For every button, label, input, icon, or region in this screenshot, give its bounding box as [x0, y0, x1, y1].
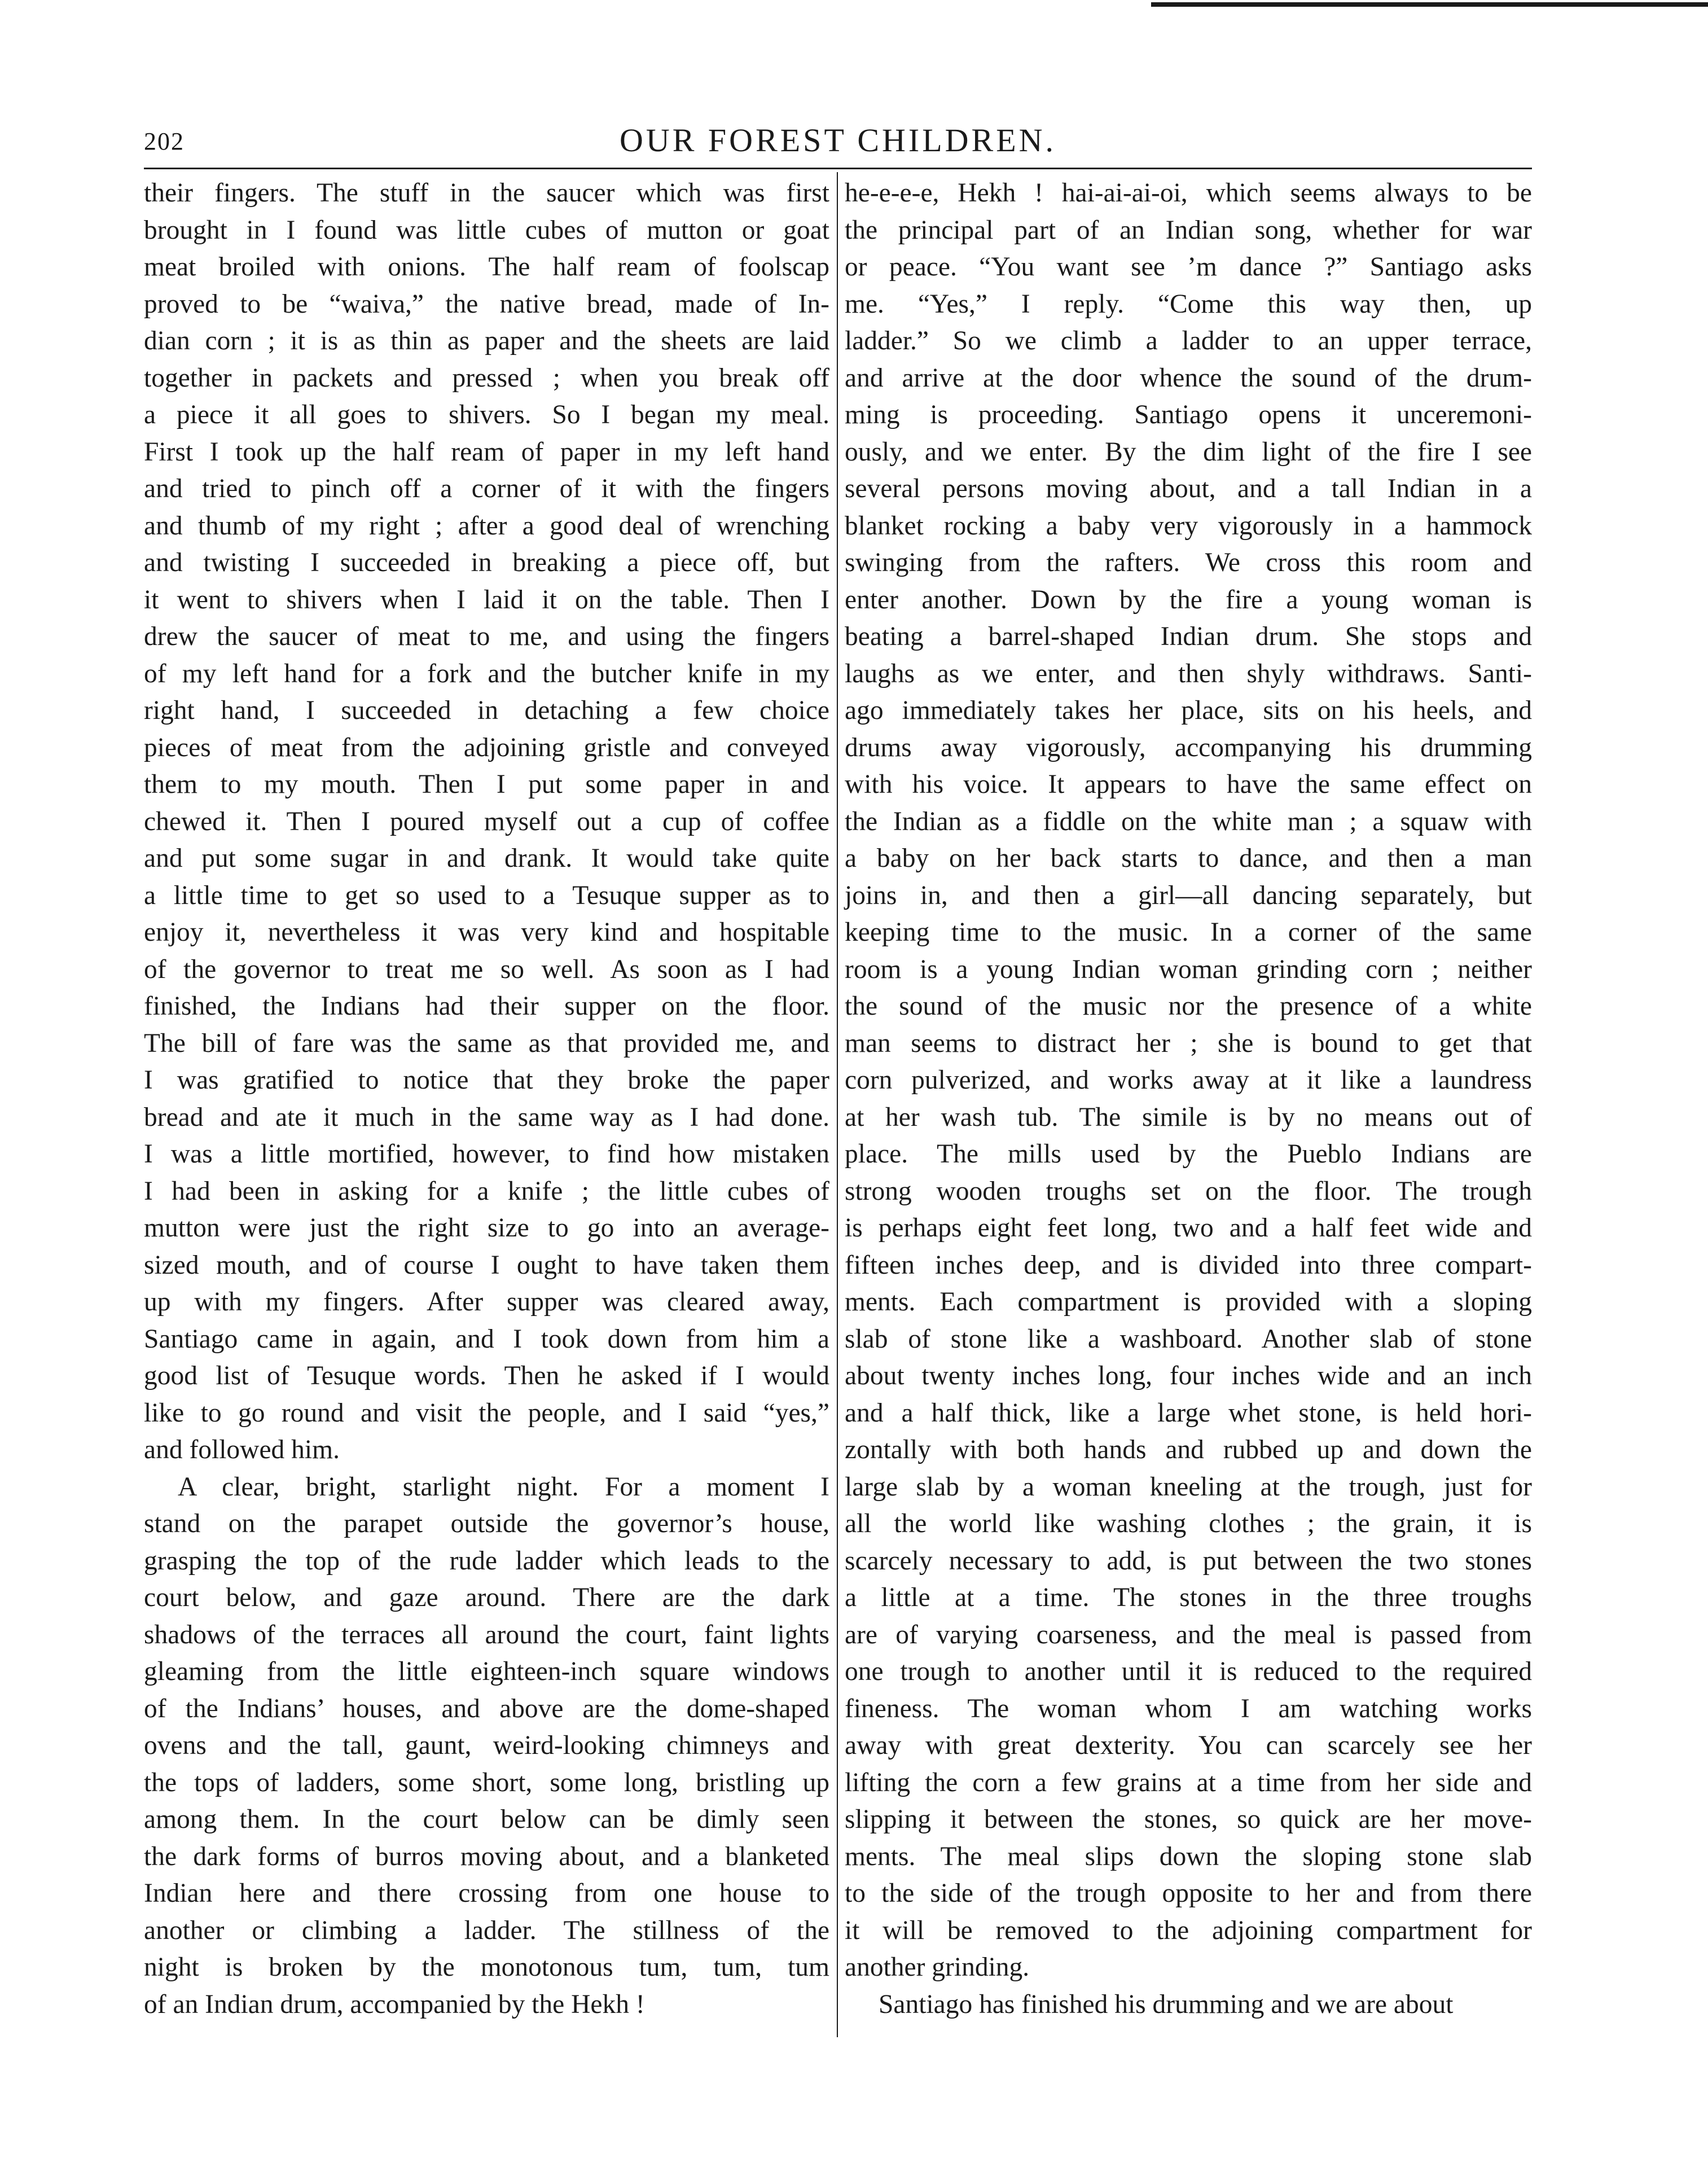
text-line: strong wooden troughs set on the floor. The trough [845, 1176, 1532, 1206]
text-line: right hand, I succeeded in detaching a few choice [144, 696, 829, 725]
text-line: large slab by a woman kneeling at the trough, just for [845, 1472, 1532, 1502]
text-line: room is a young Indian woman grinding corn ; neither [845, 954, 1532, 984]
column-divider [837, 172, 838, 2037]
text-line: is perhaps eight feet long, two and a half feet wide and [845, 1213, 1532, 1243]
text-line: dian corn ; it is as thin as paper and the sheets are laid [144, 326, 829, 356]
text-line: their fingers. The stuff in the saucer which was first [144, 178, 829, 208]
text-line: ments. Each compartment is provided with a sloping [845, 1287, 1532, 1317]
text-line: he-e-e-e, Hekh ! hai-ai-ai-oi, which seems always to be [845, 178, 1532, 208]
text-line: swinging from the rafters. We cross this room and [845, 548, 1532, 577]
header-rule [144, 168, 1532, 169]
text-line: about twenty inches long, four inches wide and an inch [845, 1361, 1532, 1390]
text-line: fineness. The woman whom I am watching works [845, 1694, 1532, 1723]
text-line: corn pulverized, and works away at it like a laundress [845, 1065, 1532, 1095]
text-line: stand on the parapet outside the governor’s house, [144, 1509, 829, 1538]
running-title: OUR FOREST CHILDREN. [619, 122, 1057, 159]
text-line: and followed him. [144, 1435, 340, 1464]
right-text-column [845, 175, 1532, 2023]
text-line: lifting the corn a few grains at a time from her side and [845, 1767, 1532, 1797]
text-line: enter another. Down by the fire a young woman is [845, 585, 1532, 615]
text-line: to the side of the trough opposite to her and from there [845, 1879, 1532, 1908]
text-line: a little time to get so used to a Tesuque supper as to [144, 880, 829, 910]
text-line: with his voice. It appears to have the same effect on [845, 770, 1532, 799]
text-line: court below, and gaze around. There are the dark [144, 1583, 829, 1612]
text-line: one trough to another until it is reduced to the required [845, 1657, 1532, 1686]
text-line: and put some sugar in and drank. It would take quite [144, 844, 829, 873]
text-line: away with great dexterity. You can scarcely see her [845, 1731, 1532, 1760]
text-line: the principal part of an Indian song, whether for war [845, 215, 1532, 245]
text-line: drums away vigorously, accompanying his drumming [845, 732, 1532, 762]
text-line: up with my fingers. After supper was cleared away, [144, 1287, 829, 1317]
text-line: zontally with both hands and rubbed up and down the [845, 1435, 1532, 1464]
text-line: a little at a time. The stones in the three troughs [845, 1583, 1532, 1612]
text-line: another grinding. [845, 1953, 1030, 1982]
text-line: or peace. “You want see ’m dance ?” Santiago asks [845, 252, 1532, 282]
text-line: enjoy it, nevertheless it was very kind and hospitable [144, 918, 829, 947]
text-line: laughs as we enter, and then shyly withdraws. Santi- [845, 659, 1532, 688]
text-line: the tops of ladders, some short, some long, bristling up [144, 1767, 829, 1797]
text-line: drew the saucer of meat to me, and using the fingers [144, 622, 829, 651]
text-line: finished, the Indians had their supper on the floor. [144, 992, 829, 1021]
text-line: fifteen inches deep, and is divided into three compart- [845, 1250, 1532, 1280]
text-line: I was gratified to notice that they broke the paper [144, 1065, 829, 1095]
text-line: grasping the top of the rude ladder which leads to the [144, 1546, 829, 1576]
text-line: First I took up the half ream of paper in my left hand [144, 437, 829, 467]
text-line: chewed it. Then I poured myself out a cup of coffee [144, 806, 829, 836]
text-line: and a half thick, like a large whet stone, is held hori- [845, 1398, 1532, 1428]
text-line: joins in, and then a girl—all dancing separately, but [845, 880, 1532, 910]
text-line: the sound of the music nor the presence of a white [845, 992, 1532, 1021]
text-line: The bill of fare was the same as that provided me, and [144, 1028, 829, 1058]
text-line: me. “Yes,” I reply. “Come this way then, up [845, 289, 1532, 319]
text-line: among them. In the court below can be dimly seen [144, 1805, 829, 1834]
text-line: brought in I found was little cubes of mutton or goat [144, 215, 829, 245]
text-line: mutton were just the right size to go into an average- [144, 1213, 829, 1243]
text-line: another or climbing a ladder. The stillness of the [144, 1915, 829, 1945]
text-line: gleaming from the little eighteen-inch square windows [144, 1657, 829, 1686]
text-line: it will be removed to the adjoining compartment for [845, 1915, 1532, 1945]
text-line: and thumb of my right ; after a good deal of wrenching [144, 511, 829, 541]
text-line: all the world like washing clothes ; the grain, it is [845, 1509, 1532, 1538]
text-line: of my left hand for a fork and the butcher knife in my [144, 659, 829, 688]
page-number: 202 [144, 128, 185, 155]
text-line: the Indian as a fiddle on the white man ; a squaw with [845, 806, 1532, 836]
text-line: man seems to distract her ; she is bound to get that [845, 1028, 1532, 1058]
text-line: of the governor to treat me so well. As soon as I had [144, 954, 829, 984]
text-line: slab of stone like a washboard. Another slab of stone [845, 1324, 1532, 1354]
text-line: ously, and we enter. By the dim light of the fire I see [845, 437, 1532, 467]
text-line: beating a barrel-shaped Indian drum. She stops and [845, 622, 1532, 651]
text-line: I had been in asking for a knife ; the little cubes of [144, 1176, 829, 1206]
text-line: several persons moving about, and a tall Indian in a [845, 474, 1532, 503]
text-line: meat broiled with onions. The half ream of foolscap [144, 252, 829, 282]
left-text-column [144, 175, 829, 2023]
text-line: good list of Tesuque words. Then he asked if I would [144, 1361, 829, 1390]
text-line: night is broken by the monotonous tum, tum, tum [144, 1953, 829, 1982]
text-line: Indian here and there crossing from one house to [144, 1879, 829, 1908]
text-line: like to go round and visit the people, and I said “yes,” [144, 1398, 829, 1428]
text-line: at her wash tub. The simile is by no means out of [845, 1102, 1532, 1132]
text-line: and tried to pinch off a corner of it with the fingers [144, 474, 829, 503]
text-line: are of varying coarseness, and the meal is passed from [845, 1620, 1532, 1650]
text-line: ago immediately takes her place, sits on his heels, and [845, 696, 1532, 725]
text-line: place. The mills used by the Pueblo Indians are [845, 1139, 1532, 1169]
text-line: a baby on her back starts to dance, and then a man [845, 844, 1532, 873]
text-line: a piece it all goes to shivers. So I began my meal. [144, 400, 829, 429]
text-line: it went to shivers when I laid it on the table. Then I [144, 585, 829, 615]
text-line: Santiago came in again, and I took down from him a [144, 1324, 829, 1354]
text-line: Santiago has finished his drumming and we are about [879, 1989, 1454, 2019]
text-line: bread and ate it much in the same way as I had done. [144, 1102, 829, 1132]
text-line: slipping it between the stones, so quick are her move- [845, 1805, 1532, 1834]
text-line: the dark forms of burros moving about, and a blanketed [144, 1841, 829, 1871]
text-line: keeping time to the music. In a corner of the same [845, 918, 1532, 947]
text-line: I was a little mortified, however, to find how mistaken [144, 1139, 829, 1169]
page-header [144, 121, 1532, 166]
text-line: ladder.” So we climb a ladder to an upper terrace, [845, 326, 1532, 356]
text-line: and arrive at the door whence the sound of the drum- [845, 363, 1532, 393]
text-line: A clear, bright, starlight night. For a moment I [178, 1472, 829, 1502]
text-line: them to my mouth. Then I put some paper in and [144, 770, 829, 799]
text-line: shadows of the terraces all around the court, faint lights [144, 1620, 829, 1650]
text-line: blanket rocking a baby very vigorously in a hammock [845, 511, 1532, 541]
text-line: proved to be “waiva,” the native bread, made of In- [144, 289, 829, 319]
text-line: ovens and the tall, gaunt, weird-looking chimneys and [144, 1731, 829, 1760]
text-line: together in packets and pressed ; when you break off [144, 363, 829, 393]
text-line: ments. The meal slips down the sloping stone slab [845, 1841, 1532, 1871]
text-line: ming is proceeding. Santiago opens it unceremoni- [845, 400, 1532, 429]
text-line: scarcely necessary to add, is put between the two stones [845, 1546, 1532, 1576]
text-line: sized mouth, and of course I ought to have taken them [144, 1250, 829, 1280]
text-line: of an Indian drum, accompanied by the Hekh ! [144, 1989, 645, 2019]
text-line: and twisting I succeeded in breaking a piece off, but [144, 548, 829, 577]
text-line: pieces of meat from the adjoining gristle and conveyed [144, 732, 829, 762]
top-edge-rule [1151, 2, 1708, 7]
text-line: of the Indians’ houses, and above are the dome-shaped [144, 1694, 829, 1723]
